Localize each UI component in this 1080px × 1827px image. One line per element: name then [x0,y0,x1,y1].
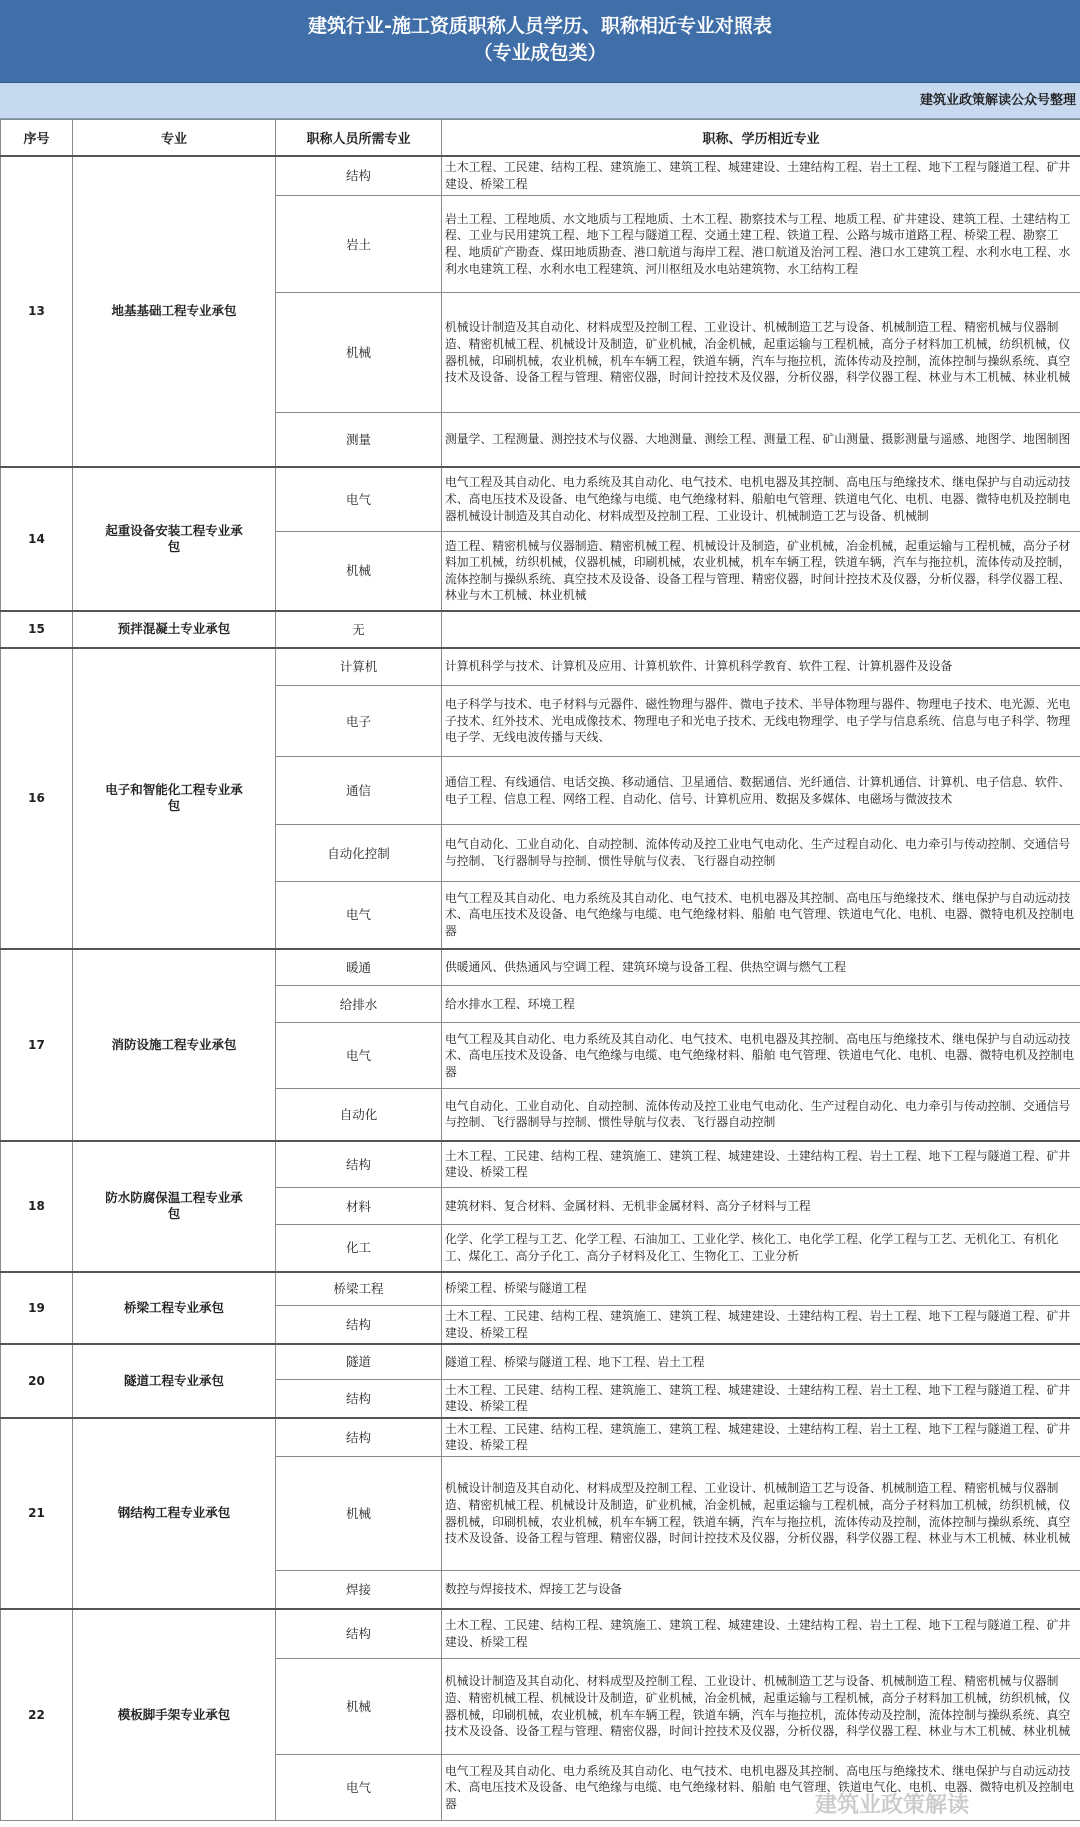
required-major: 计算机 [276,648,442,686]
related-majors: 造工程、精密机械与仪器制造、精密机械工程、机械设计及制造，矿业机械，冶金机械，起重运输与工程机械，高分子材料加工机械，纺织机械，仪器机械，印刷机械，农业机械，机车车辆工程，铁道车辆，汽车与拖拉机，流体传动及控制，流体控制与操纵系统、真空技术及设备、设备工程与管理、精密仪器，时间计控技术及仪器，分析仪器，科学仪器工程、林业与木工机械、林业机械 [442,532,1080,611]
table-row [1,611,1080,648]
related-majors: 供暖通风、供热通风与空调工程、建筑环境与设备工程、供热空调与燃气工程 [442,949,1080,986]
page-title: 建筑行业-施工资质职称人员学历、职称相近专业对照表 [308,15,772,37]
related-majors: 电气工程及其自动化、电力系统及其自动化、电气技术、电机电器及其控制、高电压与绝缘技术、继电保护与自动远动技术、高电压技术及设备、电气绝缘与电缆、电气绝缘材料、船舶 电气管理、铁道电气化、电机、电器、微特电机及控制电器 [442,1023,1080,1089]
related-majors: 土木工程、工民建、结构工程、建筑施工、建筑工程、城建建设、土建结构工程、岩土工程、地下工程与隧道工程、矿井建设、桥梁工程 [442,156,1080,196]
table-row [1,1141,1080,1188]
major-name: 电子和智能化工程专业承包 [73,648,276,949]
required-major: 电气 [276,1755,442,1821]
required-major: 结构 [276,1609,442,1659]
required-major: 暖通 [276,949,442,986]
column-header-major: 专业 [73,120,276,156]
row-number: 17 [1,949,73,1141]
page-subtitle: （专业成包类） [473,42,607,64]
major-name: 地基基础工程专业承包 [73,156,276,467]
required-major: 结构 [276,1306,442,1345]
table-row [1,467,1080,532]
required-major: 材料 [276,1188,442,1225]
related-majors: 土木工程、工民建、结构工程、建筑施工、建筑工程、城建建设、土建结构工程、岩土工程、地下工程与隧道工程、矿井建设、桥梁工程 [442,1306,1080,1345]
required-major: 岩土 [276,196,442,293]
column-header-required-major: 职称人员所需专业 [276,120,442,156]
credit-line: 建筑业政策解读公众号整理 [0,83,1080,119]
major-name: 起重设备安装工程专业承包 [73,467,276,611]
related-majors: 机械设计制造及其自动化、材料成型及控制工程、工业设计、机械制造工艺与设备、机械制造工程、精密机械与仪器制造、精密机械工程、机械设计及制造，矿业机械，冶金机械，起重运输与工程机械，高分子材料加工机械，纺织机械，仪器机械，印刷机械，农业机械，机车车辆工程，铁道车辆，汽车与拖拉机，流体传动及控制，流体控制与操纵系统、真空技术及设备、设备工程与管理、精密仪器，时间计控技术及仪器，分析仪器，科学仪器工程、林业与木工机械、林业机械 [442,1457,1080,1571]
related-majors: 土木工程、工民建、结构工程、建筑施工、建筑工程、城建建设、土建结构工程、岩土工程、地下工程与隧道工程、矿井建设、桥梁工程 [442,1379,1080,1418]
related-majors: 桥梁工程、桥梁与隧道工程 [442,1272,1080,1306]
required-major: 桥梁工程 [276,1272,442,1306]
related-majors: 隧道工程、桥梁与隧道工程、地下工程、岩土工程 [442,1344,1080,1379]
qualification-table [0,119,1080,1821]
major-name: 防水防腐保温工程专业承包 [73,1141,276,1272]
related-majors: 给水排水工程、环境工程 [442,986,1080,1023]
related-majors: 土木工程、工民建、结构工程、建筑施工、建筑工程、城建建设、土建结构工程、岩土工程、地下工程与隧道工程、矿井建设、桥梁工程 [442,1418,1080,1457]
related-majors: 建筑材料、复合材料、金属材料、无机非金属材料、高分子材料与工程 [442,1188,1080,1225]
related-majors: 计算机科学与技术、计算机及应用、计算机软件、计算机科学教育、软件工程、计算机器件及设备 [442,648,1080,686]
table-row [1,1344,1080,1379]
required-major: 结构 [276,1418,442,1457]
column-header-related-majors: 职称、学历相近专业 [442,120,1080,156]
table-row [1,648,1080,686]
required-major: 焊接 [276,1571,442,1609]
related-majors: 化学、化学工程与工艺、化学工程、石油加工、工业化学、核化工、电化学工程、化学工程与工艺、无机化工、有机化工、煤化工、高分子化工、高分子材料及化工、生物化工、工业分析 [442,1225,1080,1272]
row-number: 21 [1,1418,73,1609]
row-number: 19 [1,1272,73,1345]
related-majors: 通信工程、有线通信、电话交换、移动通信、卫星通信、数据通信、光纤通信、计算机通信、计算机、电子信息、软件、电子工程、信息工程、网络工程、自动化、信号、计算机应用、数据及多媒体、电磁场与微波技术 [442,757,1080,825]
row-number: 20 [1,1344,73,1418]
related-majors: 电气自动化、工业自动化、自动控制、流体传动及控工业电气电动化、生产过程自动化、电力牵引与传动控制、交通信号与控制、飞行器制导与控制、惯性导航与仪表、飞行器自动控制 [442,825,1080,882]
related-majors: 数控与焊接技术、焊接工艺与设备 [442,1571,1080,1609]
required-major: 给排水 [276,986,442,1023]
required-major: 电气 [276,882,442,949]
required-major: 隧道 [276,1344,442,1379]
related-majors: 电气工程及其自动化、电力系统及其自动化、电气技术、电机电器及其控制、高电压与绝缘技术、继电保护与自动远动技术、高电压技术及设备、电气绝缘与电缆、电气绝缘材料、船舶 电气管理、铁道电气化、电机、电器、微特电机及控制电器 [442,882,1080,949]
required-major: 结构 [276,1141,442,1188]
required-major: 机械 [276,1457,442,1571]
required-major: 自动化控制 [276,825,442,882]
related-majors: 电气自动化、工业自动化、自动控制、流体传动及控工业电气电动化、生产过程自动化、电力牵引与传动控制、交通信号与控制、飞行器制导与控制、惯性导航与仪表、飞行器自动控制 [442,1089,1080,1141]
required-major: 机械 [276,293,442,413]
table-row [1,1272,1080,1306]
column-header-index: 序号 [1,120,73,156]
required-major: 机械 [276,532,442,611]
title-banner [0,0,1080,83]
related-majors: 测量学、工程测量、测控技术与仪器、大地测量、测绘工程、测量工程、矿山测量、摄影测量与遥感、地图学、地图制图 [442,413,1080,467]
related-majors: 电气工程及其自动化、电力系统及其自动化、电气技术、电机电器及其控制、高电压与绝缘技术、继电保护与自动远动技术、高电压技术及设备、电气绝缘与电缆、电气绝缘材料、船舶 电气管理、铁道电气化、电机、电器、微特电机及控制电器 [442,1755,1080,1821]
required-major: 电子 [276,686,442,757]
related-majors: 机械设计制造及其自动化、材料成型及控制工程、工业设计、机械制造工艺与设备、机械制造工程、精密机械与仪器制造、精密机械工程、机械设计及制造，矿业机械，冶金机械，起重运输与工程机械，高分子材料加工机械，纺织机械，仪器机械，印刷机械，农业机械，机车车辆工程，铁道车辆，汽车与拖拉机，流体传动及控制，流体控制与操纵系统、真空技术及设备、设备工程与管理、精密仪器，时间计控技术及仪器，分析仪器，科学仪器工程、林业与木工机械、林业机械 [442,1659,1080,1755]
major-name: 桥梁工程专业承包 [73,1272,276,1345]
table-row [1,1418,1080,1457]
major-name: 预拌混凝土专业承包 [73,611,276,648]
row-number: 14 [1,467,73,611]
major-name: 消防设施工程专业承包 [73,949,276,1141]
required-major: 通信 [276,757,442,825]
required-major: 无 [276,611,442,648]
related-majors: 土木工程、工民建、结构工程、建筑施工、建筑工程、城建建设、土建结构工程、岩土工程、地下工程与隧道工程、矿井建设、桥梁工程 [442,1609,1080,1659]
row-number: 18 [1,1141,73,1272]
major-name: 隧道工程专业承包 [73,1344,276,1418]
required-major: 结构 [276,1379,442,1418]
table-row [1,1609,1080,1659]
required-major: 电气 [276,467,442,532]
table-row [1,156,1080,196]
related-majors [442,611,1080,648]
related-majors: 土木工程、工民建、结构工程、建筑施工、建筑工程、城建建设、土建结构工程、岩土工程、地下工程与隧道工程、矿井建设、桥梁工程 [442,1141,1080,1188]
table-header-row [1,120,1080,156]
related-majors: 机械设计制造及其自动化、材料成型及控制工程、工业设计、机械制造工艺与设备、机械制造工程、精密机械与仪器制造、精密机械工程、机械设计及制造，矿业机械，冶金机械，起重运输与工程机械，高分子材料加工机械，纺织机械，仪器机械，印刷机械，农业机械，机车车辆工程，铁道车辆，汽车与拖拉机，流体传动及控制，流体控制与操纵系统、真空技术及设备、设备工程与管理、精密仪器，时间计控技术及仪器，分析仪器，科学仪器工程、林业与木工机械、林业机械 [442,293,1080,413]
row-number: 15 [1,611,73,648]
required-major: 结构 [276,156,442,196]
row-number: 16 [1,648,73,949]
required-major: 机械 [276,1659,442,1755]
major-name: 模板脚手架专业承包 [73,1609,276,1821]
major-name: 钢结构工程专业承包 [73,1418,276,1609]
required-major: 测量 [276,413,442,467]
required-major: 电气 [276,1023,442,1089]
related-majors: 岩土工程、工程地质、水文地质与工程地质、土木工程、勘察技术与工程、地质工程、矿井建设、建筑工程、土建结构工程、工业与民用建筑工程、地下工程与隧道工程、交通土建工程、铁道工程、公路与城市道路工程、桥梁工程、勘察工程、地质矿产勘查、煤田地质勘查、港口航道与海岸工程、港口航道及治河工程、港口水工建筑工程、水利水电工程、水利水电建筑工程、水利水电工程建筑、河川枢纽及水电站建筑物、水工结构工程 [442,196,1080,293]
row-number: 13 [1,156,73,467]
row-number: 22 [1,1609,73,1821]
table-row [1,949,1080,986]
watermark: 建筑业政策解读 [815,1793,970,1818]
required-major: 化工 [276,1225,442,1272]
related-majors: 电子科学与技术、电子材料与元器件、磁性物理与器件、微电子技术、半导体物理与器件、物理电子技术、电光源、光电子技术、红外技术、光电成像技术、物理电子和光电子技术、无线电物理学、电子学与信息系统、信息与电子科学、物理电子学、无线电波传播与天线、 [442,686,1080,757]
related-majors: 电气工程及其自动化、电力系统及其自动化、电气技术、电机电器及其控制、高电压与绝缘技术、继电保护与自动远动技术、高电压技术及设备、电气绝缘与电缆、电气绝缘材料、船舶电气管理、铁道电气化、电机、电器、微特电机及控制电器机械设计制造及其自动化、材料成型及控制工程、工业设计、机械制造工艺与设备、机械制 [442,467,1080,532]
required-major: 自动化 [276,1089,442,1141]
